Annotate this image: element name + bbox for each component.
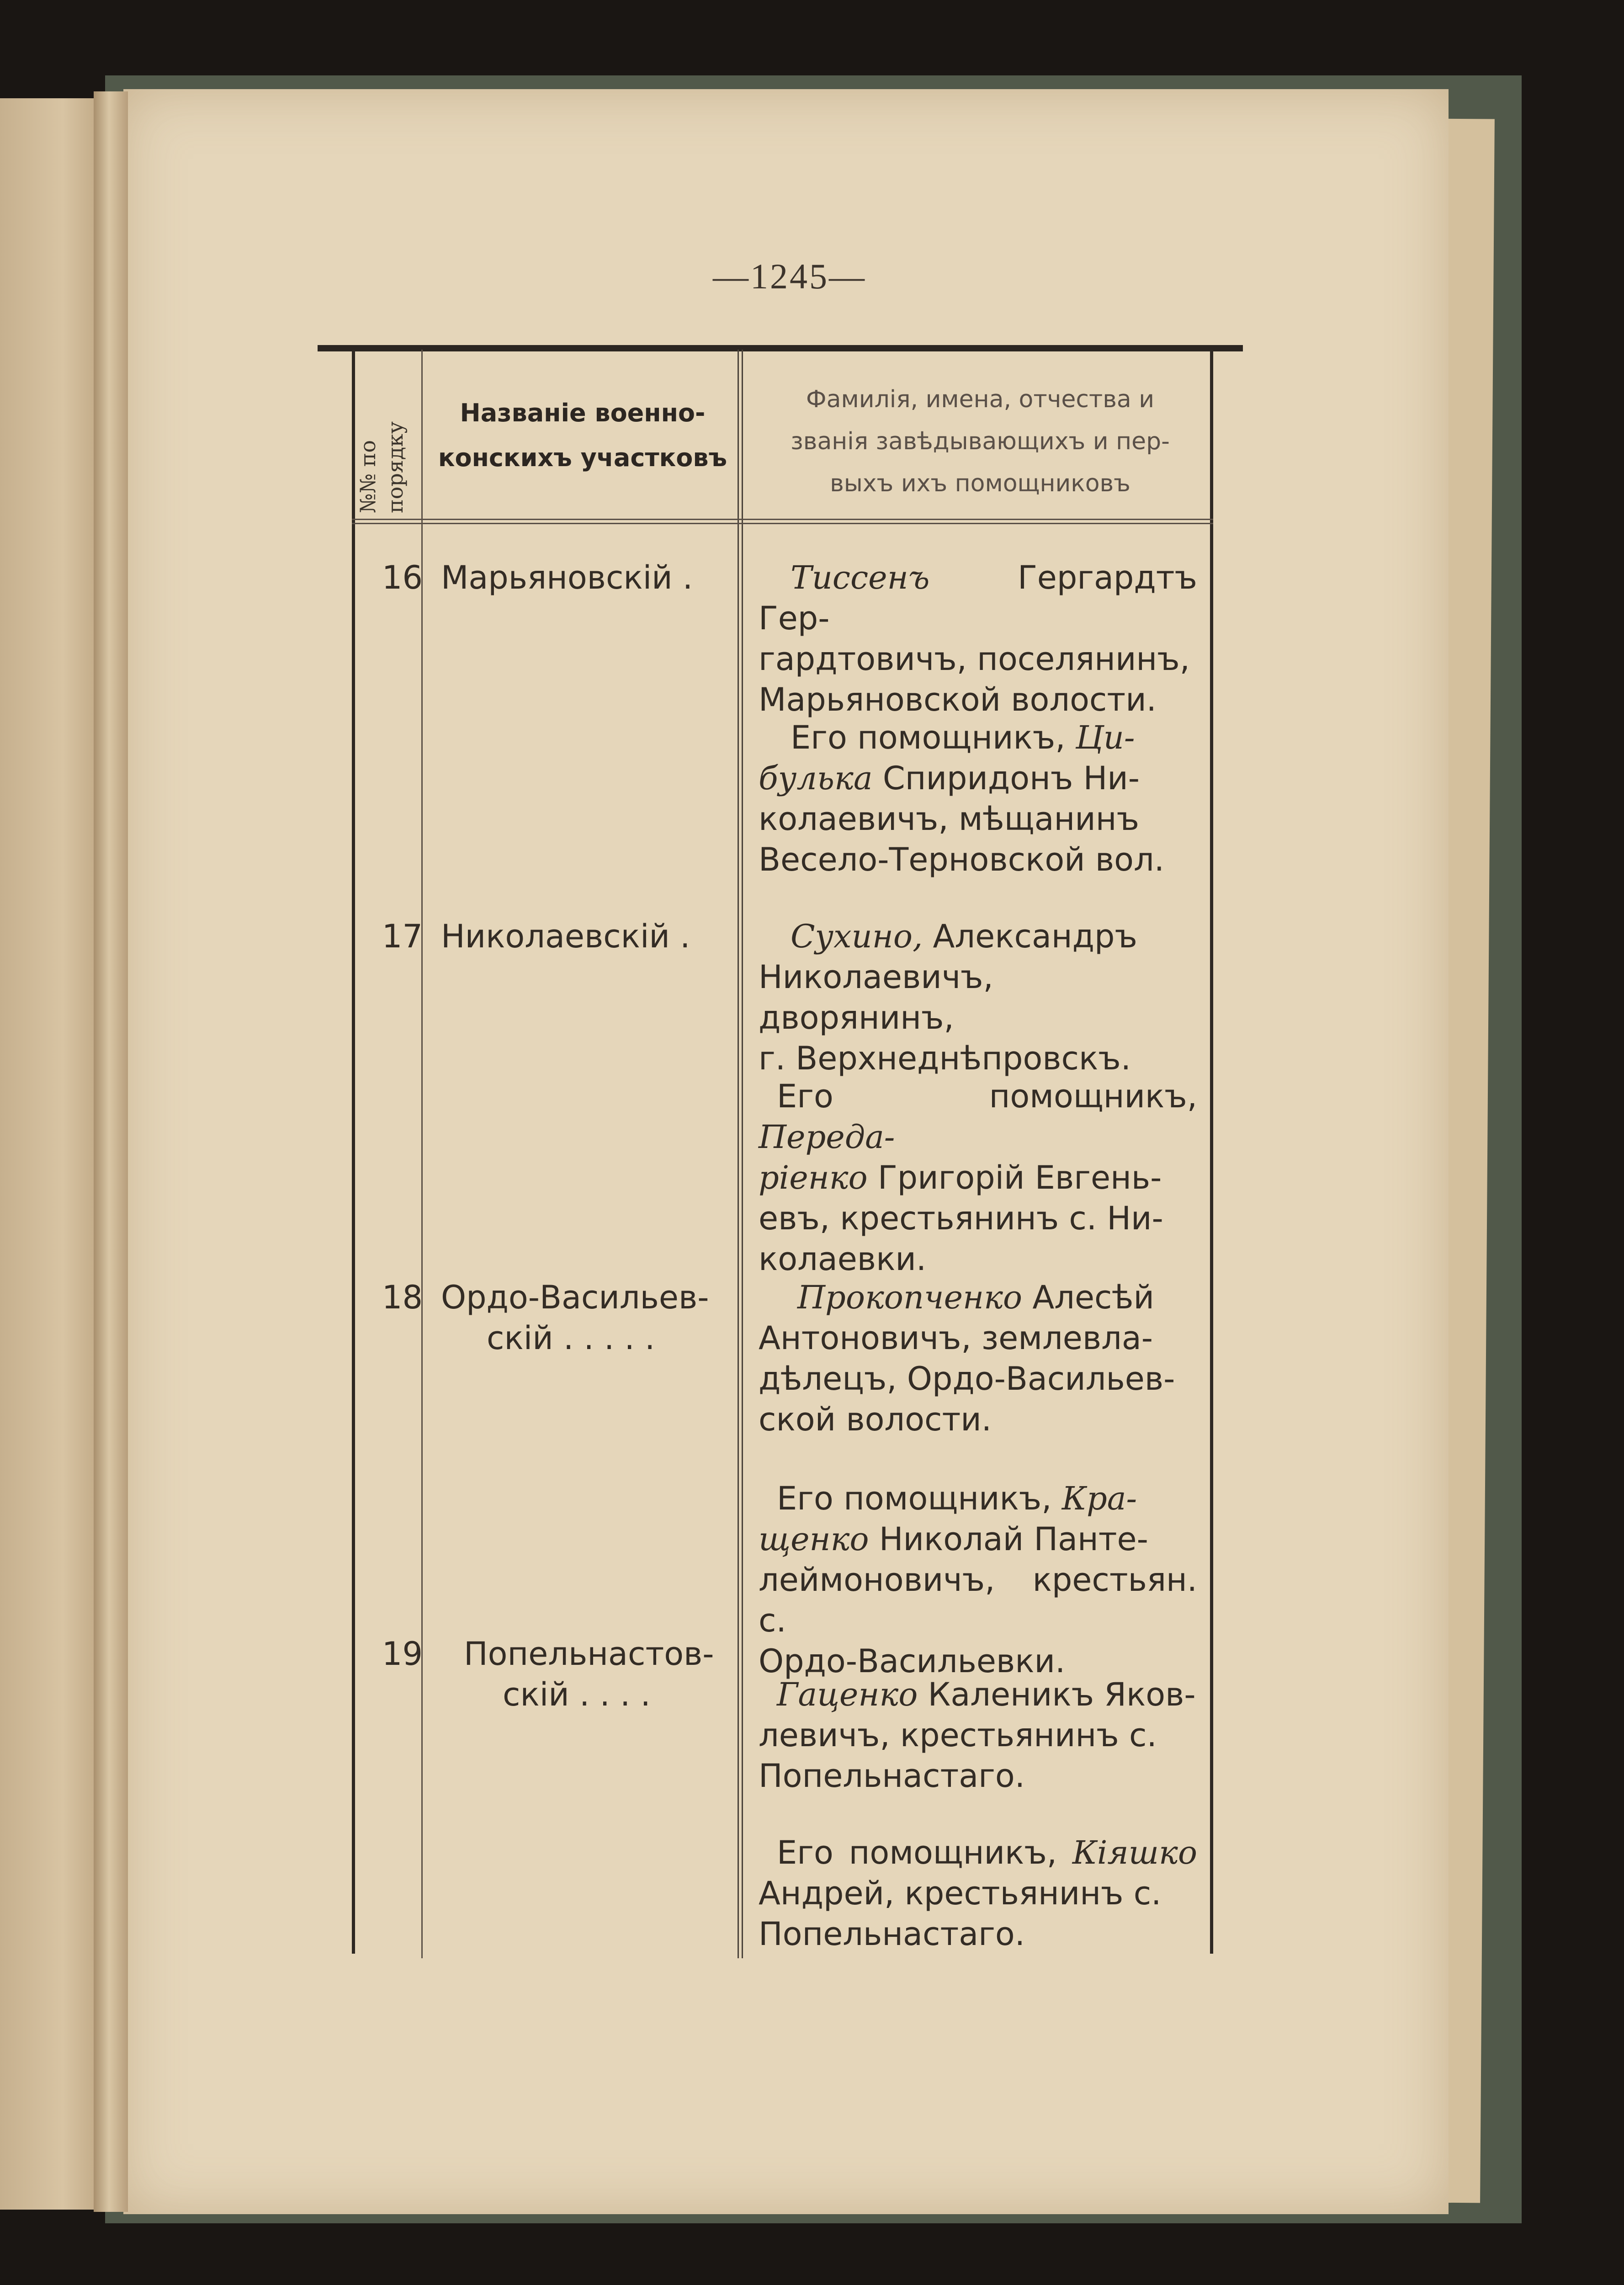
row-number: 17 [382, 918, 423, 955]
district-name-continued: скій . . . . [503, 1676, 651, 1713]
district-name: Марьяновскій . [441, 559, 693, 596]
assistant-prefix: Его помощникъ, [791, 719, 1066, 756]
assistant-details: Николай Панте- леймоновичъ, крестьян. с. Ордо-Васильевки. [759, 1520, 1197, 1680]
header-rule [352, 519, 1213, 524]
row-number: 16 [382, 559, 423, 596]
head-entry [759, 558, 1197, 720]
assistant-surname: Кра- щенко [759, 1480, 1137, 1558]
head-entry [759, 1674, 1197, 1796]
table-left-border [352, 350, 355, 1954]
assistant-surname: Переда- ріенко [759, 1118, 895, 1196]
header-number: №№ по порядку [356, 421, 408, 513]
head-surname: Гаценко [777, 1676, 918, 1713]
table-right-border [1210, 350, 1213, 1954]
assistant-entry [759, 1076, 1197, 1280]
assistant-entry [759, 717, 1197, 880]
assistant-prefix: Его помощникъ, [777, 1834, 1057, 1871]
table-top-rule [318, 345, 1243, 351]
assistant-entry [759, 1478, 1197, 1682]
district-name: Николаевскій . [441, 918, 690, 955]
district-name-continued: скій . . . . . [487, 1319, 655, 1357]
district-name: Ордо-Васильев- [441, 1279, 709, 1316]
district-name: Попельнастов- [464, 1635, 714, 1673]
assistant-prefix: Его помощникъ, [777, 1480, 1052, 1517]
binding-gutter [94, 91, 128, 2212]
head-surname: Тиссенъ [791, 559, 930, 596]
header-district: Названіе военно- конскихъ участковъ [438, 399, 727, 472]
head-details: Гергардтъ Гер- гардтовичъ, поселянинъ, Марьяновской волости. [759, 559, 1197, 718]
head-details: Алесѣй Антоновичъ, землевла- дѣлецъ, Ордо-Васильев- ской волости. [759, 1279, 1175, 1438]
header-persons: Фамилія, имена, отчества и званія завѣдывающихъ и пер- выхъ ихъ помощниковъ [791, 386, 1170, 497]
head-surname: Прокопченко [797, 1279, 1023, 1316]
head-details: Александръ Николаевичъ, дворянинъ, г. Верхнеднѣпровскъ. [759, 918, 1137, 1077]
head-details: Каленикъ Яков- левичъ, крестьянинъ с. Попельнастаго. [759, 1676, 1196, 1795]
head-entry [759, 916, 1197, 1079]
head-entry [759, 1277, 1197, 1440]
assistant-prefix: Его помощникъ, [777, 1078, 1197, 1115]
page-number: —1245— [713, 256, 866, 296]
assistant-entry [759, 1833, 1197, 1955]
row-number: 19 [382, 1635, 423, 1673]
row-number: 18 [382, 1279, 423, 1316]
assistant-details: Спиридонъ Ни- колаевичъ, мѣщанинъ Весело-Терновской вол. [759, 760, 1164, 878]
head-surname: Сухино, [791, 918, 923, 955]
column-divider-district [738, 350, 743, 1958]
assistant-surname: Кіяшко [1072, 1834, 1197, 1871]
assistant-surname: Ци- булька [759, 719, 1135, 797]
assistant-details: Григорій Евгень- евъ, крестьянинъ с. Ни- колаевки. [759, 1159, 1163, 1278]
assistant-details: Андрей, крестьянинъ с. Попельнастаго. [759, 1875, 1162, 1953]
